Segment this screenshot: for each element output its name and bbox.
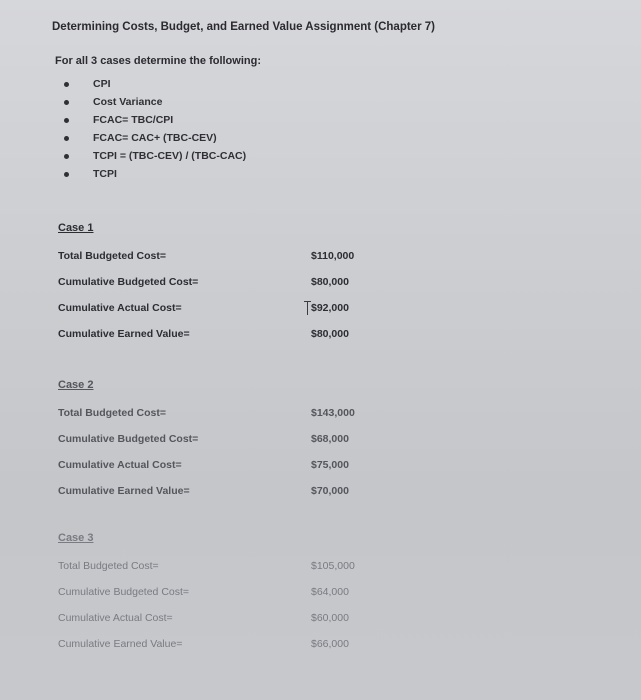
case-value: $68,000: [311, 433, 349, 445]
case-2-section: [58, 379, 378, 504]
case-value: $92,000: [311, 302, 349, 314]
case-row: [58, 321, 378, 347]
bullet-icon: [64, 136, 69, 141]
formula-text: Cost Variance: [93, 96, 163, 108]
formula-text: TCPI: [93, 168, 117, 180]
case-label: Total Budgeted Cost=: [58, 560, 159, 572]
case-row: [58, 478, 378, 504]
case-row: [58, 553, 378, 579]
case-label: Cumulative Budgeted Cost=: [58, 586, 190, 598]
case-label: Cumulative Budgeted Cost=: [58, 276, 199, 288]
case-value: $143,000: [311, 407, 355, 419]
case-value: $66,000: [311, 638, 349, 650]
formula-item: [64, 129, 246, 147]
bullet-icon: [64, 172, 69, 177]
case-label: Cumulative Earned Value=: [58, 485, 190, 497]
case-value: $60,000: [311, 612, 349, 624]
formula-item: [64, 165, 246, 183]
case-value: $105,000: [311, 560, 355, 572]
case-label: Cumulative Earned Value=: [58, 328, 190, 340]
formula-item: [64, 111, 246, 129]
case-heading: Case 2: [58, 379, 94, 391]
formula-text: TCPI = (TBC-CEV) / (TBC-CAC): [93, 150, 247, 162]
formula-item: [64, 75, 246, 93]
instructions-text: For all 3 cases determine the following:: [55, 55, 261, 67]
text-cursor-icon: [307, 301, 308, 315]
case-label: Cumulative Earned Value=: [58, 638, 183, 650]
case-label: Total Budgeted Cost=: [58, 407, 167, 419]
bullet-icon: [64, 154, 69, 159]
case-label: Total Budgeted Cost=: [58, 250, 167, 262]
bullet-icon: [64, 82, 69, 87]
document-title: Determining Costs, Budget, and Earned Value Assignment (Chapter 7): [52, 21, 435, 33]
formula-list: [64, 75, 246, 183]
formula-text: FCAC= TBC/CPI: [93, 114, 174, 126]
formula-text: CPI: [93, 78, 111, 90]
case-row: [58, 269, 378, 295]
case-label: Cumulative Actual Cost=: [58, 459, 182, 471]
case-row: [58, 579, 378, 605]
case-1-section: [58, 222, 378, 347]
case-value: $70,000: [311, 485, 349, 497]
formula-text: FCAC= CAC+ (TBC-CEV): [93, 132, 217, 144]
case-row: [58, 295, 378, 321]
case-value: $75,000: [311, 459, 349, 471]
case-value: $64,000: [311, 586, 349, 598]
case-row: [58, 452, 378, 478]
case-row: [58, 631, 378, 657]
case-heading: Case 3: [58, 532, 94, 544]
formula-item: [64, 93, 246, 111]
case-label: Cumulative Actual Cost=: [58, 302, 182, 314]
case-row: [58, 400, 378, 426]
case-value: $110,000: [311, 250, 355, 262]
case-label: Cumulative Actual Cost=: [58, 612, 173, 624]
case-row: [58, 426, 378, 452]
formula-item: [64, 147, 246, 165]
case-row: [58, 605, 378, 631]
case-heading: Case 1: [58, 222, 94, 234]
case-label: Cumulative Budgeted Cost=: [58, 433, 199, 445]
bullet-icon: [64, 100, 69, 105]
case-value: $80,000: [311, 328, 349, 340]
case-3-section: [58, 532, 378, 657]
bullet-icon: [64, 118, 69, 123]
case-row: [58, 243, 378, 269]
case-value: $80,000: [311, 276, 349, 288]
